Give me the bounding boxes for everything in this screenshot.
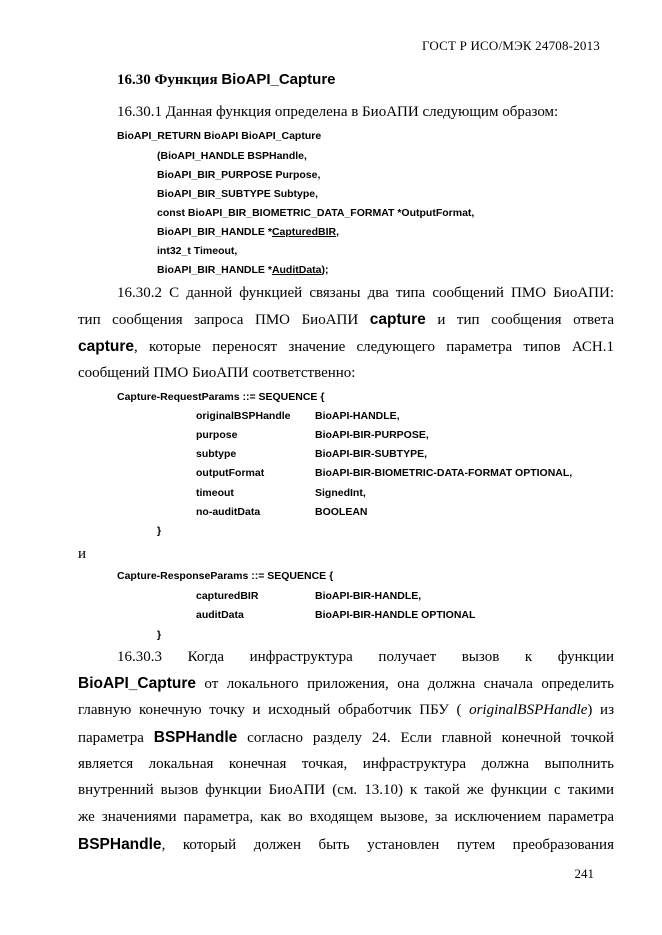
section-heading bbox=[117, 71, 336, 89]
paragraph-30-3-line: параметра BSPHandle согласно разделу 24. Если главной конечной точкой bbox=[78, 729, 615, 746]
page-header: ГОСТ Р ИСО/МЭК 24708-2013 bbox=[421, 38, 600, 53]
code-line: BioAPI_BIR_HANDLE *AuditData); bbox=[157, 264, 329, 276]
paragraph-30-3-line: главную конечную точку и исходный обработчик ПБУ ( originalBSPHandle) из bbox=[78, 702, 615, 718]
asn-close-brace: } bbox=[157, 525, 162, 537]
paragraph-30-3-line: 16.30.3 Когда инфраструктура получает вызов к функции bbox=[117, 649, 614, 665]
asn-header: Capture-RequestParams ::= SEQUENCE { bbox=[117, 391, 325, 403]
code-line: const BioAPI_BIR_BIOMETRIC_DATA_FORMAT *OutputFormat, bbox=[157, 207, 475, 219]
code-line: BioAPI_BIR_PURPOSE Purpose, bbox=[157, 169, 321, 181]
paragraph-30-2-line: сообщений ПМО БиоАПИ соответственно: bbox=[78, 365, 356, 381]
paragraph-30-1: 16.30.1 Данная функция определена в БиоАПИ следующим образом: bbox=[117, 104, 559, 120]
paragraph-30-2-line: тип сообщения запроса ПМО БиоАПИ capture и тип сообщения ответа bbox=[78, 311, 615, 328]
conjunction: и bbox=[78, 546, 87, 562]
asn-close-brace: } bbox=[157, 629, 162, 641]
paragraph-30-3-line: BSPHandle, который должен быть установлен путем преобразования bbox=[78, 836, 614, 853]
section-number: 16.30 bbox=[117, 72, 151, 88]
code-line: BioAPI_RETURN BioAPI BioAPI_Capture bbox=[117, 130, 322, 142]
code-line: BioAPI_BIR_HANDLE *CapturedBIR, bbox=[157, 226, 340, 238]
page-number: 241 bbox=[574, 866, 594, 881]
section-function-name: BioAPI_Capture bbox=[221, 71, 336, 88]
paragraph-30-3-line: является локальная конечная точкая, инфраструктура должна выполнить bbox=[78, 756, 614, 772]
section-title-word: Функция bbox=[154, 72, 218, 88]
paragraph-30-2-line: capture, которые переносят значение следующего параметра типов АСН.1 bbox=[78, 338, 614, 355]
paragraph-30-3-line: внутренний вызов функции БиоАПИ (см. 13.10) к такой же функции с такими bbox=[78, 782, 614, 798]
code-line: (BioAPI_HANDLE BSPHandle, bbox=[157, 150, 307, 162]
paragraph-30-2-line: 16.30.2 С данной функцией связаны два типа сообщений ПМО БиоАПИ: bbox=[117, 285, 614, 301]
paragraph-30-3-line: BioAPI_Capture от локального приложения, она должна сначала определить bbox=[78, 675, 615, 692]
document-page: ГОСТ Р ИСО/МЭК 24708-2013 16.30 Функция BioAPI_Capture 16.30.1 Данная функция определена в БиоАПИ следующим образом: BioAPI_RETURN BioAPI BioAPI_Capture (BioAPI_HANDLE BSPHandle, BioAPI_BIR_PURPOSE Purpose, BioAPI_BIR_SUBTYPE Subtype, const BioAPI_BIR_BIOMETRIC_DATA_FORMAT *OutputFormat, BioAPI_BIR_HANDLE *CapturedBIR, int32_t Timeout, BioAPI_BIR_HANDLE *AuditData); 16.30.2 С данной функцией связаны два типа сообщений ПМО БиоАПИ: тип сообщения запроса ПМО БиоАПИ capture и тип сообщения ответа capture, которые переносят значение следующего параметра типов АСН.1 сообщений ПМО БиоАПИ соответственно: Capture-RequestParams ::= SEQUENCE { originalBSPHandle BioAPI-HANDLE, purpose BioAPI-BIR-PURPOSE, subtype BioAPI-BIR-SUBTYPE, outputFormat BioAPI-BIR-BIOMETRIC-DATA-FORMAT OPTIONAL, timeout SignedInt, no-auditData BOOLEAN } и Capture-ResponseParams ::= SEQUENCE { capturedBIR BioAPI-BIR-HANDLE, auditData BioAPI-BIR-HANDLE OPTIONAL } 16.30.3 Когда инфраструктура получает вызов к функции BioAPI_Capture от локального приложения, она должна сначала определить главную конечную точку и исходный обработчик ПБУ ( originalBSPHandle) из параметра BSPHandle согласно разделу 24. Если главной конечной точкой является локальная конечная точкая, инфраструктура должна выполнить внутренний вызов функции БиоАПИ (см. 13.10) к такой же функции с такими же значениями параметра, как во входящем вызове, за исключением параметра BSPHandle, который должен быть установлен путем преобразования 241 bbox=[0, 0, 662, 935]
paragraph-30-3-line: же значениями параметра, как во входящем вызове, за исключением параметра bbox=[78, 809, 614, 825]
code-line: int32_t Timeout, bbox=[157, 245, 238, 257]
code-line: BioAPI_BIR_SUBTYPE Subtype, bbox=[157, 188, 319, 200]
asn-header: Capture-ResponseParams ::= SEQUENCE { bbox=[117, 570, 334, 582]
